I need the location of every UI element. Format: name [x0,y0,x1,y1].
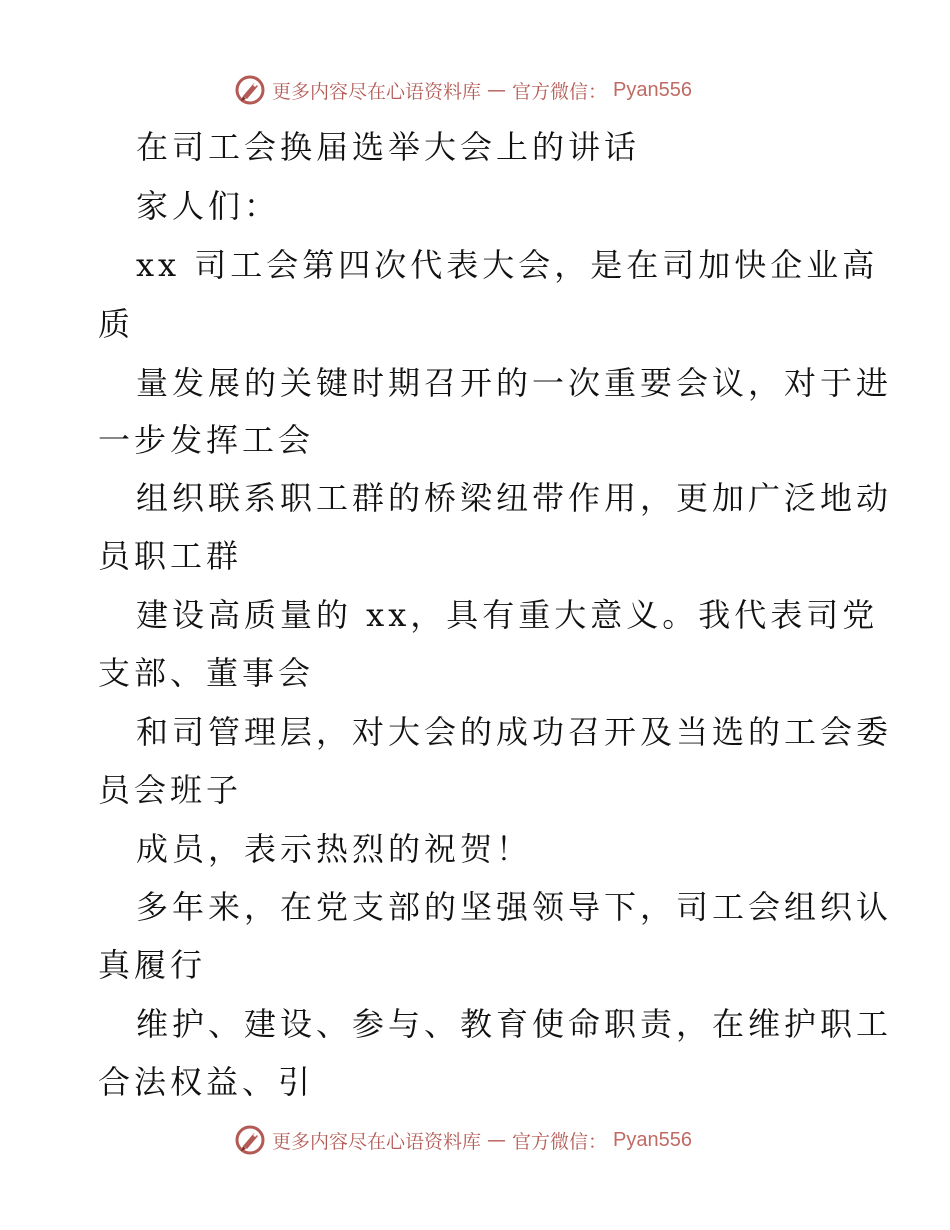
paragraph-line: 多年来，在党支部的坚强领导下，司工会组织认 [136,888,893,926]
footer-banner [234,1123,692,1157]
paragraph-line: 和司管理层，对大会的成功召开及当选的工会委 [136,713,893,751]
document-title: 在司工会换届选举大会上的讲话 [136,128,641,166]
paragraph-line: 一步发挥工会 [98,421,315,459]
paragraph-line: 合法权益、引 [98,1063,315,1101]
paragraph-line: 质 [98,305,135,343]
paragraph-line: 支部、董事会 [98,654,315,692]
paragraph-line: 量发展的关键时期召开的一次重要会议，对于进 [136,364,893,402]
banner-wechat-id: Pyan556 [613,1128,692,1151]
paragraph-line: xx 司工会第四次代表大会，是在司加快企业高 [136,246,879,284]
banner-wechat-label: 官方微信： [512,80,608,103]
paragraph-line: 员职工群 [98,537,243,575]
paragraph-line: 组织联系职工群的桥梁纽带作用，更加广泛地动 [136,479,893,517]
banner-wechat-id: Pyan556 [613,78,692,101]
paragraph-line: 员会班子 [98,771,243,809]
salutation: 家人们： [136,187,281,225]
header-banner [234,73,692,107]
paragraph-line: 成员，表示热烈的祝贺！ [136,830,533,868]
paragraph-line: 建设高质量的 xx，具有重大意义。我代表司党 [136,596,879,634]
pen-logo-icon [234,1124,266,1156]
banner-text: 更多内容尽在心语资料库 [272,1130,482,1153]
pen-logo-icon [234,74,266,106]
paragraph-line: 真履行 [98,946,207,984]
banner-text: 更多内容尽在心语资料库 [272,80,482,103]
banner-dash: — [487,79,507,101]
banner-wechat-label: 官方微信： [512,1130,608,1153]
paragraph-line: 维护、建设、参与、教育使命职责，在维护职工 [136,1005,893,1043]
banner-dash: — [487,1129,507,1151]
